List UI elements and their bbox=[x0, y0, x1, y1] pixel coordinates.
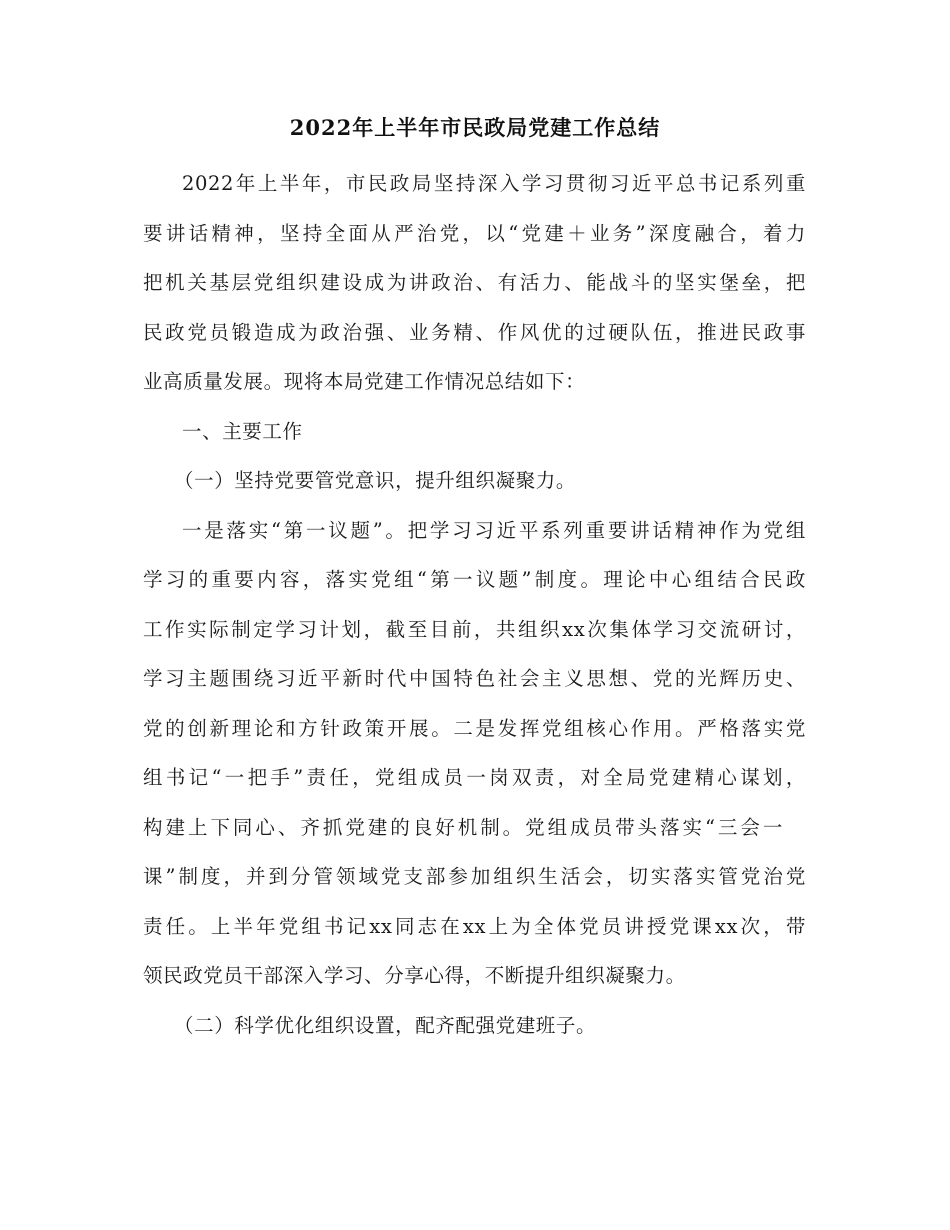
paragraph-line: 领民政党员干部深入学习、分享心得，不断提升组织凝聚力。 bbox=[143, 964, 686, 987]
paragraph-line: 学习的重要内容，落实党组“第一议题”制度。理论中心组结合民政 bbox=[143, 568, 806, 591]
paragraph-line: 学习主题围绕习近平新时代中国特色社会主义思想、党的光辉历史、 bbox=[143, 667, 806, 690]
paragraph-line: 要讲话精神，坚持全面从严治党，以“党建＋业务”深度融合，着力 bbox=[143, 222, 806, 245]
paragraph-line: 组书记“一把手”责任，党组成员一岗双责，对全局党建精心谋划， bbox=[143, 766, 806, 789]
subsection-heading: （一）坚持党要管党意识，提升组织凝聚力。 bbox=[174, 469, 577, 492]
paragraph-line: 一是落实“第一议题”。把学习习近平系列重要讲话精神作为党组 bbox=[182, 519, 806, 542]
paragraph-line: 把机关基层党组织建设成为讲政治、有活力、能战斗的坚实堡垒，把 bbox=[143, 271, 806, 294]
subsection-heading: （二）科学优化组织设置，配齐配强党建班子。 bbox=[174, 1014, 597, 1037]
paragraph-line: 构建上下同心、齐抓党建的良好机制。党组成员带头落实“三会一 bbox=[143, 816, 783, 839]
paragraph-line: 责任。上半年党组书记xx同志在xx上为全体党员讲授党课xx次，带 bbox=[143, 915, 806, 938]
paragraph-line: 民政党员锻造成为政治强、业务精、作风优的过硬队伍，推进民政事 bbox=[143, 321, 806, 344]
paragraph-line: 课”制度，并到分管领域党支部参加组织生活会，切实落实管党治党 bbox=[143, 865, 806, 888]
paragraph-line: 业高质量发展。现将本局党建工作情况总结如下： bbox=[143, 370, 586, 393]
paragraph-line: 工作实际制定学习计划，截至目前，共组织xx次集体学习交流研讨， bbox=[143, 618, 806, 641]
document-title: 2022年上半年市民政局党建工作总结 bbox=[289, 115, 661, 140]
section-heading: 一、主要工作 bbox=[182, 420, 303, 443]
paragraph-line: 党的创新理论和方针政策开展。二是发挥党组核心作用。严格落实党 bbox=[143, 717, 806, 740]
paragraph-line: 2022年上半年，市民政局坚持深入学习贯彻习近平总书记系列重 bbox=[182, 172, 806, 195]
